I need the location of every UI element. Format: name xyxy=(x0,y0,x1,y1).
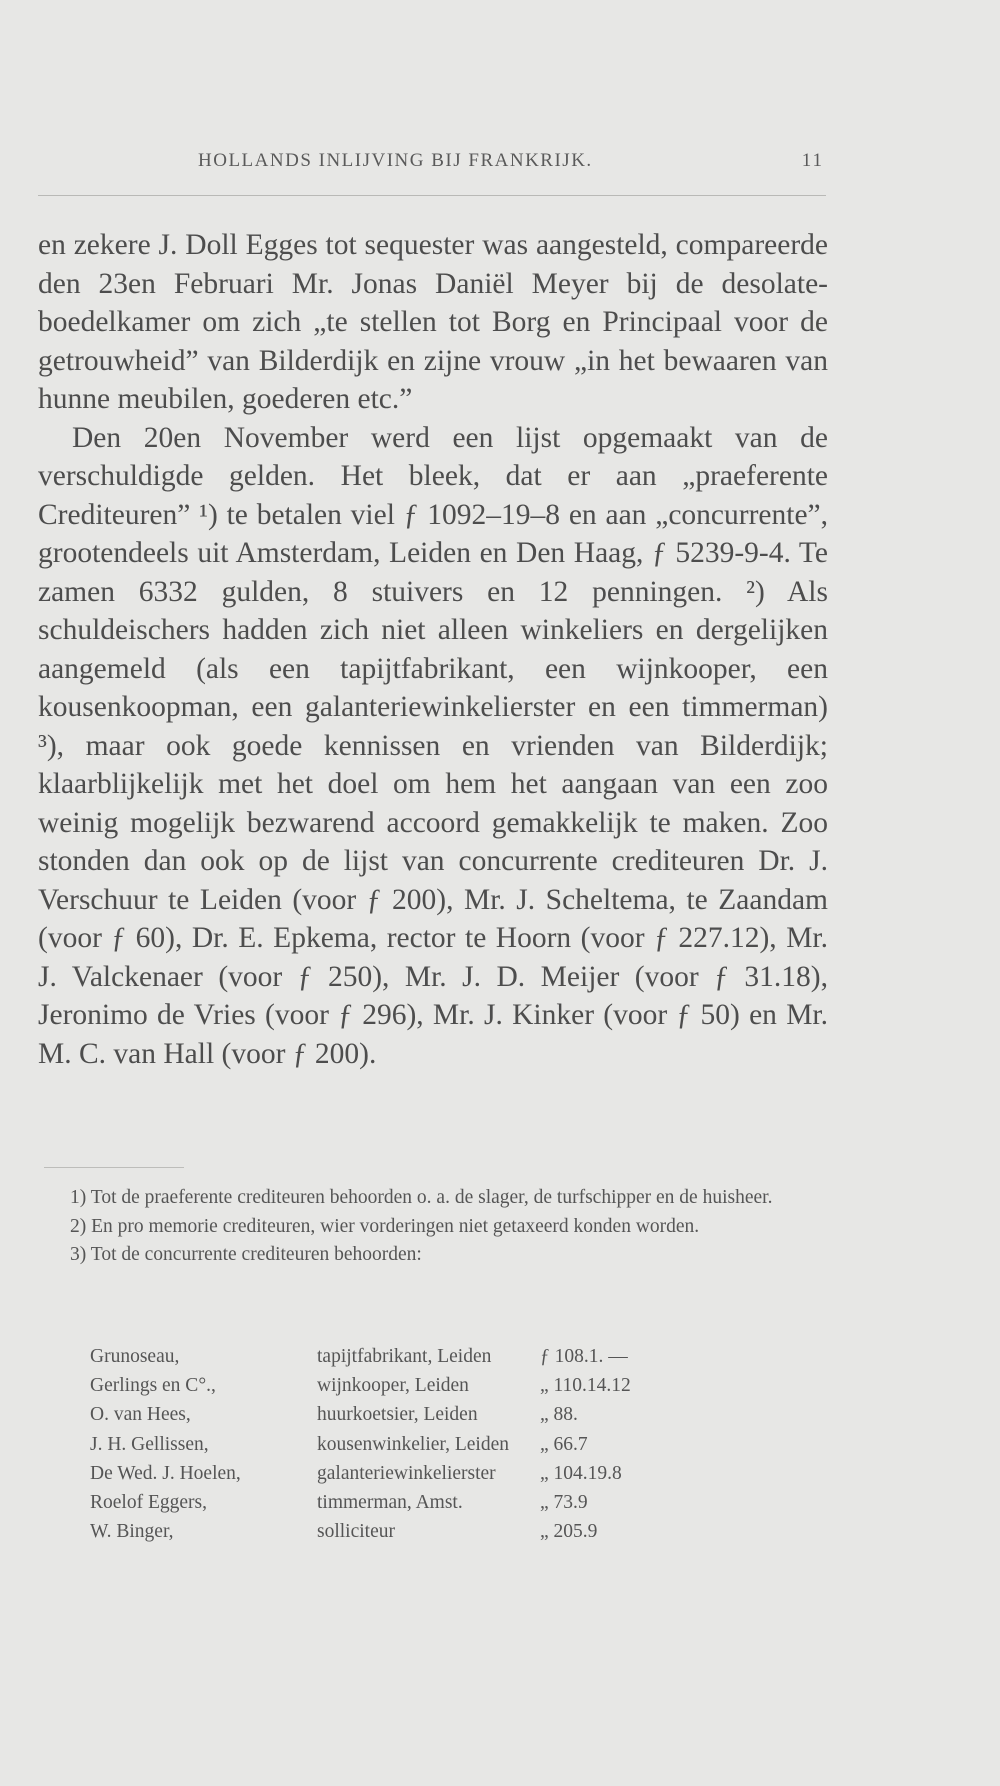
footnote-2: 2) En pro memorie crediteuren, wier vorderingen niet getaxeerd konden worden. xyxy=(70,1215,700,1237)
creditor-trade: timmerman, Amst. xyxy=(317,1491,463,1513)
creditor-amount: „ 88. xyxy=(540,1404,578,1426)
creditor-name: O. van Hees, xyxy=(90,1404,191,1426)
running-header xyxy=(198,150,824,172)
creditor-amount: „ 110.14.12 xyxy=(540,1375,631,1397)
creditor-trade: wijnkooper, Leiden xyxy=(317,1375,469,1397)
creditor-amount: „ 104.19.8 xyxy=(540,1462,622,1484)
header-rule xyxy=(38,195,826,196)
creditor-row xyxy=(90,1346,690,1375)
creditor-trade: huurkoetsier, Leiden xyxy=(317,1404,478,1426)
creditor-name: W. Binger, xyxy=(90,1521,174,1543)
creditor-trade: solliciteur xyxy=(317,1521,395,1543)
creditor-name: Roelof Eggers, xyxy=(90,1491,207,1513)
main-text xyxy=(38,226,828,1073)
creditor-row xyxy=(90,1521,690,1550)
creditor-row xyxy=(90,1492,690,1521)
footnotes xyxy=(40,1184,834,1270)
creditor-row xyxy=(90,1375,690,1404)
creditor-name: J. H. Gellissen, xyxy=(90,1433,209,1455)
footnote-1: 1) Tot de praeferente crediteuren behoorden o. a. de slager, de turfschipper en de huisheer. xyxy=(70,1187,773,1208)
creditor-amount: ƒ 108.1. — xyxy=(540,1346,628,1367)
creditor-trade: tapijtfabrikant, Leiden xyxy=(317,1346,492,1367)
creditor-trade: galanteriewinkelierster xyxy=(317,1462,496,1484)
creditor-row xyxy=(90,1434,690,1463)
page-number: 11 xyxy=(801,150,824,171)
creditor-list xyxy=(90,1346,690,1550)
creditor-amount: „ 66.7 xyxy=(540,1433,588,1455)
creditor-name: De Wed. J. Hoelen, xyxy=(90,1462,241,1484)
running-title: HOLLANDS INLIJVING BIJ FRANKRIJK. xyxy=(198,150,593,171)
creditor-name: Grunoseau, xyxy=(90,1346,180,1367)
creditor-amount: „ 205.9 xyxy=(540,1521,598,1543)
creditor-row xyxy=(90,1463,690,1492)
creditor-name: Gerlings en C°., xyxy=(90,1375,216,1397)
creditor-row xyxy=(90,1404,690,1433)
footnote-rule xyxy=(44,1167,184,1168)
creditor-trade: kousenwinkelier, Leiden xyxy=(317,1433,509,1455)
footnote-3: 3) Tot de concurrente crediteuren behoorden: xyxy=(70,1244,422,1265)
creditor-amount: „ 73.9 xyxy=(540,1491,588,1513)
paragraph-2: Den 20en November werd een lijst opgemaakt van de verschuldigde gelden. Het bleek, dat er aan „praeferente Crediteuren” ¹) te betalen viel ƒ 1092–19–8 en aan „concurrente”, grootendeels uit Amsterdam, Leiden en Den Haag, ƒ 5239-9-4. Te zamen 6332 gulden, 8 stuivers en 12 penningen. ²) Als schuldeischers hadden zich niet alleen winkeliers en dergelijken aangemeld (als een tapijtfabrikant, een wijnkooper, een kousenkoopman, een galanteriewinkelierster en een timmerman) ³), maar ook goede kennissen en vrienden van Bilderdijk; klaarblijkelijk met het doel om hem het aangaan van een zoo weinig mogelijk bezwarend accoord gemakkelijk te maken. Zoo stonden dan ook op de lijst van concurrente crediteuren Dr. J. Verschuur te Leiden (voor ƒ 200), Mr. J. Scheltema, te Zaandam (voor ƒ 60), Dr. E. Epkema, rector te Hoorn (voor ƒ 227.12), Mr. J. Valckenaer (voor ƒ 250), Mr. J. D. Meijer (voor ƒ 31.18), Jeronimo de Vries (voor ƒ 296), Mr. J. Kinker (voor ƒ 50) en Mr. M. C. van Hall (voor ƒ 200). xyxy=(38,421,828,1070)
paragraph-1: en zekere J. Doll Egges tot sequester was aangesteld, compareerde den 23en Februari Mr. Jonas Daniël Meyer bij de desolate-boedelkamer om zich „te stellen tot Borg en Principaal voor de getrouwheid” van Bilderdijk en zijne vrouw „in het bewaaren van hunne meubilen, goederen etc.” xyxy=(38,229,828,415)
